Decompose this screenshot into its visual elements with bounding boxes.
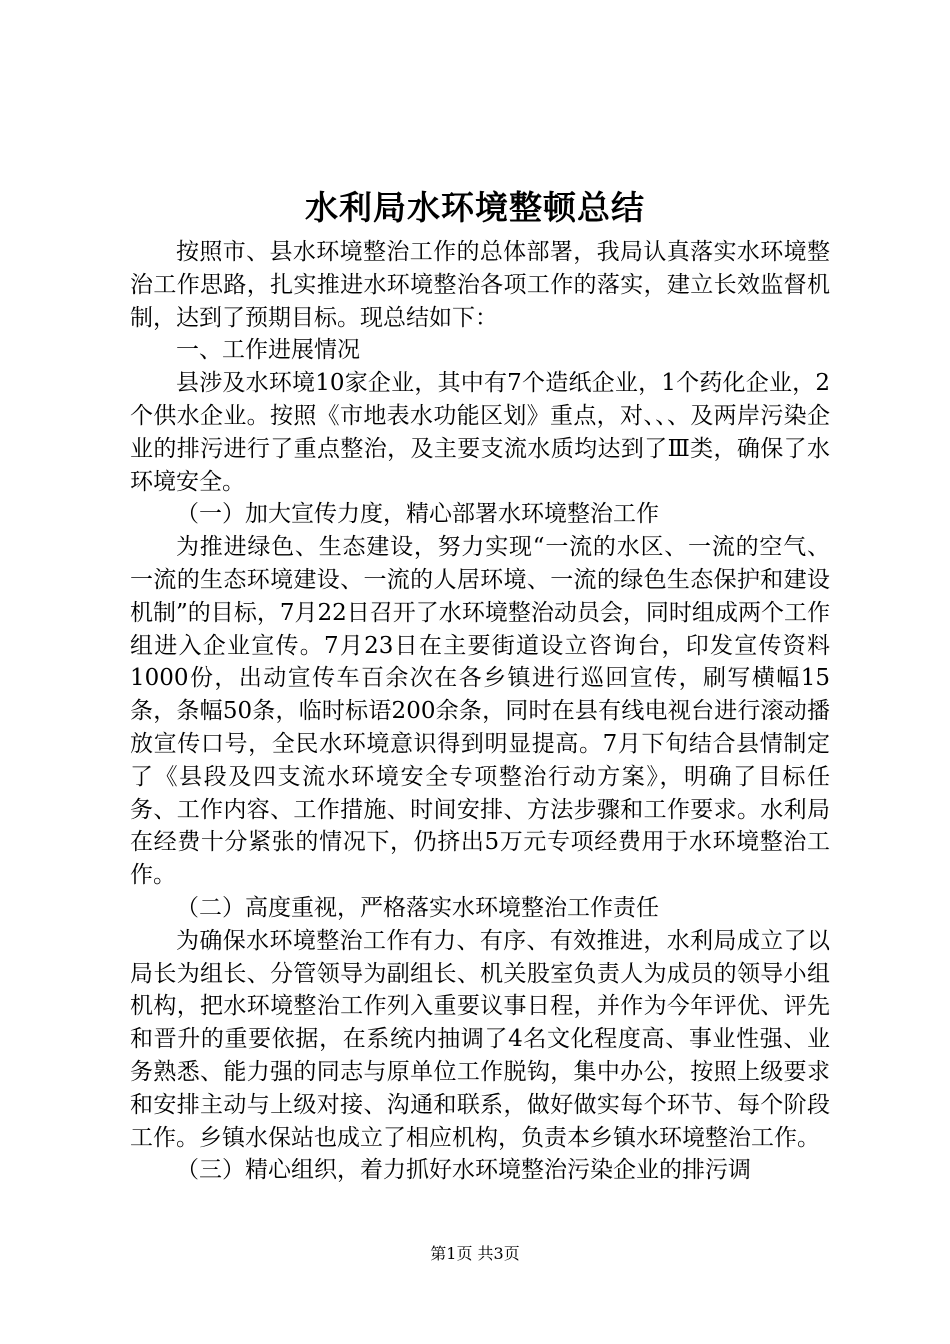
progress-paragraph: 县涉及水环境10家企业，其中有7个造纸企业，1个药化企业，2个供水企业。按照《市地表水功能区划》重点，对、、、及两岸污染企业的排污进行了重点整治，及主要支流水质均达到了Ⅲ类，确保了水环境安全。 bbox=[130, 370, 830, 495]
subsection-heading-responsibility: （二）高度重视，严格落实水环境整治工作责任 bbox=[176, 894, 659, 921]
document-body bbox=[130, 236, 830, 1187]
publicity-paragraph: 为推进绿色、生态建设，努力实现“一流的水区、一流的空气、一流的生态环境建设、一流的人居环境、一流的绿色生态保护和建设机制”的目标，7月22日召开了水环境整治动员会，同时组成两个工作组进入企业宣传。7月23日在主要街道设立咨询台，印发宣传资料1000份，出动宣传车百余次在各乡镇进行巡回宣传，刷写横幅15条，条幅50条，临时标语200余条，同时在县有线电视台进行滚动播放宣传口号，全民水环境意识得到明显提高。7月下旬结合县情制定了《县段及四支流水环境安全专项整治行动方案》，明确了目标任务、工作内容、工作措施、时间安排、方法步骤和工作要求。水利局在经费十分紧张的情况下，仍挤出5万元专项经费用于水环境整治工作。 bbox=[130, 534, 830, 889]
responsibility-paragraph: 为确保水环境整治工作有力、有序、有效推进，水利局成立了以局长为组长、分管领导为副组长、机关股室负责人为成员的领导小组机构，把水环境整治工作列入重要议事日程，并作为今年评优、评先和晋升的重要依据，在系统内抽调了4名文化程度高、事业性强、业务熟悉、能力强的同志与原单位工作脱钩，集中办公，按照上级要求和安排主动与上级对接、沟通和联系，做好做实每个环节、每个阶段工作。乡镇水保站也成立了相应机构，负责本乡镇水环境整治工作。 bbox=[130, 927, 830, 1151]
intro-paragraph: 按照市、县水环境整治工作的总体部署，我局认真落实水环境整治工作思路，扎实推进水环境整治各项工作的落实，建立长效监督机制，达到了预期目标。现总结如下： bbox=[130, 239, 830, 331]
section-heading-progress: 一、工作进展情况 bbox=[176, 337, 360, 364]
subsection-heading-publicity: （一）加大宣传力度，精心部署水环境整治工作 bbox=[176, 501, 659, 528]
page-title: 水利局水环境整顿总结 bbox=[305, 188, 645, 227]
page-footer: 第1页 共3页 bbox=[430, 1244, 520, 1263]
subsection-heading-organization: （三）精心组织，着力抓好水环境整治污染企业的排污调 bbox=[176, 1157, 751, 1184]
